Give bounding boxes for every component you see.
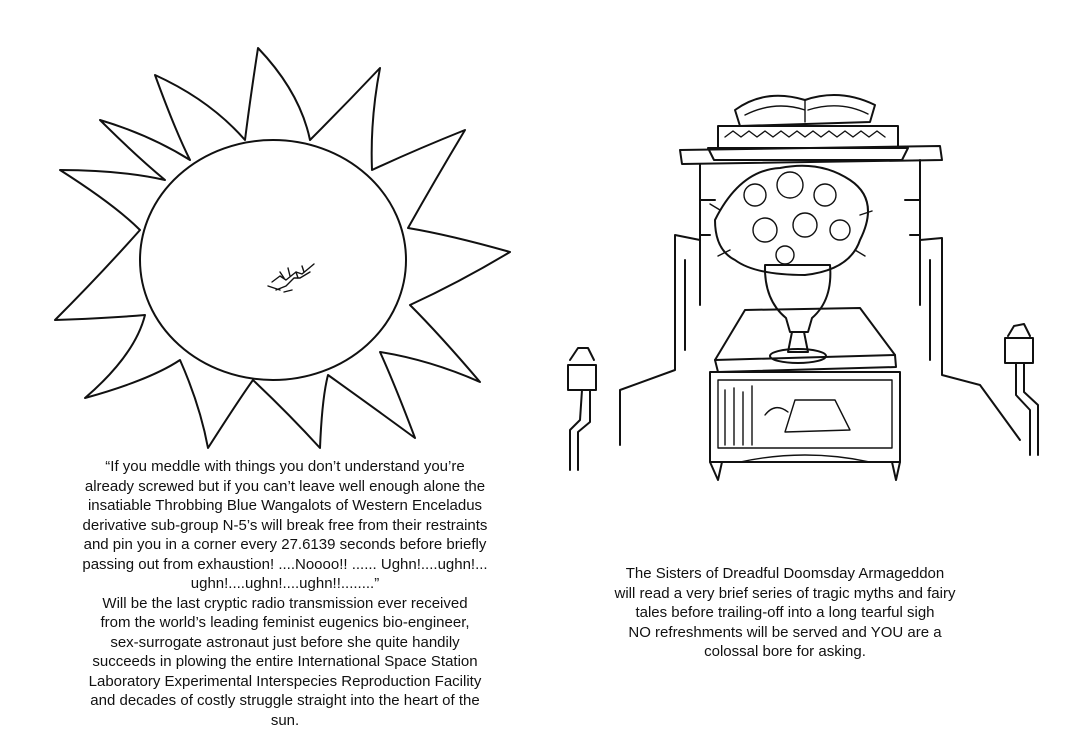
- altar-wings: [620, 235, 1020, 445]
- sun-rays: [55, 48, 510, 448]
- sun-icon: [40, 20, 530, 450]
- candle-post-right: [1005, 324, 1038, 455]
- caption-right: The Sisters of Dreadful Doomsday Armageddon will read a very brief series of tragic myths and fairy tales before trailing-off into a long tearful sigh NO refreshments will be served and YOU are a colossal bore for asking.: [614, 565, 956, 660]
- altar-illustration: [550, 60, 1070, 500]
- caption-left: “If you meddle with things you don’t understand you’re already screwed but if you can’t leave well enough alone the insatiable Throbbing Blue Wangalots of Western Enceladus derivative sub-group N-5’s will break free from their restraints and pin you in a corner every 27.6139 seconds before briefly passing out from exhaustion! ....Noooo!! ...... Ughn!....ughn!... ughn!....ughn!....ughn!!........” Will be the last cryptic radio transmission ever received from the world’s leading feminist eugenics bio-engineer, sex-surrogate astronaut just before she quite handily succeeds in plowing the entire International Space Station Laboratory Experimental Interspecies Reproduction Facility and decades of costly struggle straight into the heart of the sun.: [82, 458, 488, 729]
- candle-post-left: [568, 348, 596, 470]
- cabinet-icon: [710, 372, 900, 480]
- altar-icon: [550, 60, 1070, 500]
- vase-icon: [765, 265, 830, 363]
- sun-disk: [140, 140, 406, 380]
- sun-illustration: [40, 20, 530, 450]
- book-icon: [708, 95, 908, 160]
- speck-icon: [268, 264, 314, 292]
- flowers-icon: [710, 166, 872, 275]
- back-panel: [700, 160, 920, 305]
